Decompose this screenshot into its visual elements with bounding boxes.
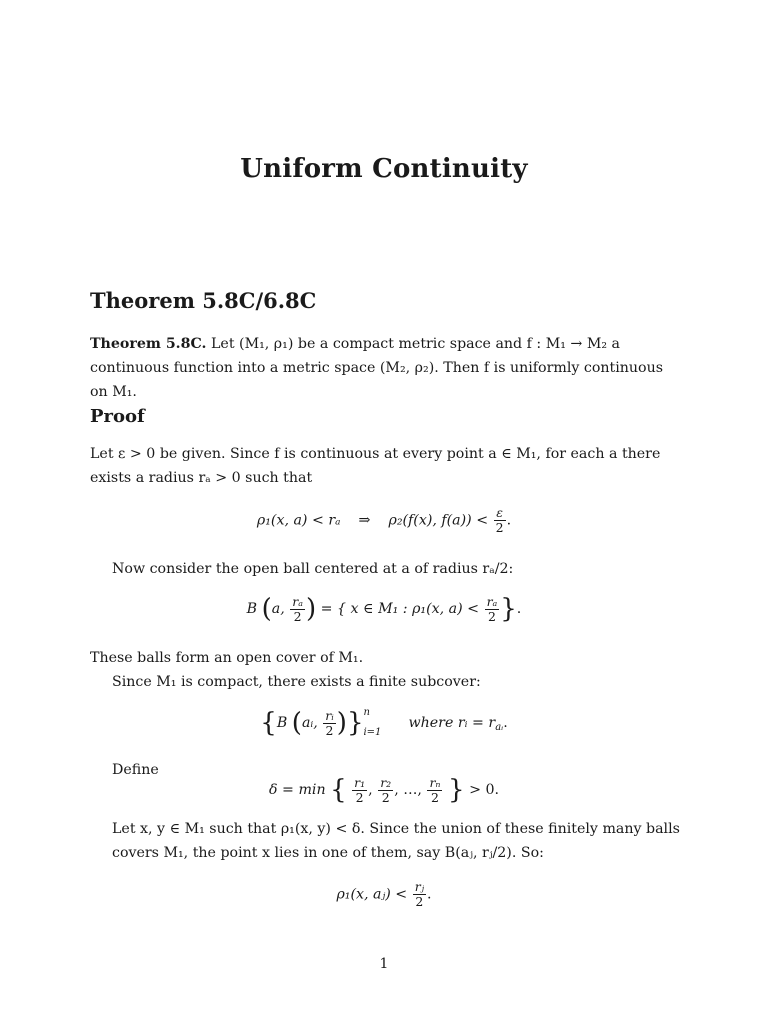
eq3-inner: B xyxy=(276,715,288,731)
proof-paragraph-2: Now consider the open ball centered at a of radius rₐ/2: xyxy=(112,561,514,577)
eq4-frac-n xyxy=(427,776,442,805)
proof-paragraph-6 xyxy=(112,817,680,865)
proof-paragraph-3: These balls form an open cover of M₁. xyxy=(90,650,364,666)
eq3-where-sub: aᵢ xyxy=(495,722,504,733)
eq1-frac-num: ε xyxy=(494,506,506,521)
eq4-den-1: 2 xyxy=(355,789,364,805)
proof-paragraph-4: Since M₁ is compact, there exists a finite subcover: xyxy=(112,674,481,690)
eq4-left: δ = min xyxy=(269,782,326,798)
eq4-den-2: 2 xyxy=(381,789,390,805)
equation-delta: δ = min { $\frac{\text{r₁}}{2}$ , $\frac{\text{r₂}}{2}$ , …, $\frac{\text{rₙ}}{2}$ } > 0. xyxy=(269,774,499,805)
eq5-num: rⱼ xyxy=(414,879,424,894)
eq3-limits xyxy=(363,703,381,743)
eq3-sup: n xyxy=(363,707,370,718)
eq2-fraction-right xyxy=(485,595,500,624)
eq1-frac-den: 2 xyxy=(495,520,504,535)
eq2-num-left: rₐ xyxy=(292,593,303,609)
eq4-rn: rₙ xyxy=(429,774,441,790)
eq2-den-right: 2 xyxy=(487,608,496,624)
eq2-lhs: B xyxy=(246,601,258,617)
eq3-where: where rᵢ = r xyxy=(408,715,496,731)
eq1-left: ρ₁(x, a) < rₐ xyxy=(256,512,341,529)
eq4-frac-2 xyxy=(378,776,393,805)
eq1-fraction xyxy=(494,506,506,535)
proof-paragraph-1: Let ε > 0 be given. Since f is continuous at every point a ∈ M₁, for each a there exists a radius rₐ > 0 such that xyxy=(90,446,661,486)
eq2-a: a, xyxy=(271,601,285,617)
page-title: Uniform Continuity xyxy=(240,154,528,184)
proof-heading: Proof xyxy=(90,406,145,427)
eq3-sub: i=1 xyxy=(363,727,382,738)
eq3-num: rᵢ xyxy=(325,707,334,723)
theorem-text: Let (M₁, ρ₁) be a compact metric space and f : M₁ → M₂ a continuous function into a metric space (M₂, ρ₂). Then f is uniformly continuous on M₁. xyxy=(90,336,663,400)
eq4-r1: r₁ xyxy=(354,774,366,790)
equation-subcover: {B (aᵢ, $\frac{\text{rᵢ}}{2}$ )} n i=1 where rᵢ = $r_{aᵢ}$. xyxy=(0,703,768,743)
equation-open-ball: B (a, $\frac{\text{rₐ}}{2}$ ) = { x ∈ M₁ : ρ₁(x, a) < $\frac{\text{rₐ}}{2}$ }. xyxy=(246,593,522,624)
eq4-den-n: 2 xyxy=(430,789,439,805)
theorem-statement xyxy=(90,332,680,404)
eq3-ai: aᵢ, xyxy=(301,715,318,731)
equation-ball-distance: ρ₁(x, aⱼ) < $\frac{\text{rⱼ}}{2}$ . xyxy=(336,879,432,909)
eq3-fraction xyxy=(323,709,336,738)
page-number: 1 xyxy=(379,956,389,972)
proof-paragraph-6-text: Let x, y ∈ M₁ such that ρ₁(x, y) < δ. Since the union of these finitely many balls covers M₁, the point x lies in one of them, say B(aⱼ, rⱼ/2). So: xyxy=(112,821,680,861)
eq4-frac-1 xyxy=(352,776,367,805)
eq5-fraction xyxy=(413,880,426,909)
section-heading: Theorem 5.8C/6.8C xyxy=(90,288,317,313)
eq1-right: ρ₂(f(x), f(a)) < xyxy=(388,512,489,529)
eq5-left: ρ₁(x, aⱼ) < xyxy=(336,886,408,903)
eq4-right: > 0. xyxy=(469,782,499,798)
eq3-den: 2 xyxy=(325,722,334,738)
eq2-mid: = { x ∈ M₁ : ρ₁(x, a) < xyxy=(320,601,480,617)
eq2-fraction-left xyxy=(290,595,305,624)
eq2-den-left: 2 xyxy=(293,608,302,624)
equation-continuity: ρ₁(x, a) < rₐ ⇒ ρ₂(f(x), f(a)) < $\frac{\varepsilon}{2}$ . xyxy=(256,505,512,535)
eq4-dots: …, xyxy=(403,782,422,798)
eq2-num-right: rₐ xyxy=(486,593,498,609)
theorem-label: Theorem 5.8C. xyxy=(90,336,207,352)
eq4-r2: r₂ xyxy=(380,774,392,790)
eq1-arrow: ⇒ xyxy=(358,512,371,529)
proof-paragraph-5: Define xyxy=(112,762,159,778)
eq5-den: 2 xyxy=(415,894,424,909)
